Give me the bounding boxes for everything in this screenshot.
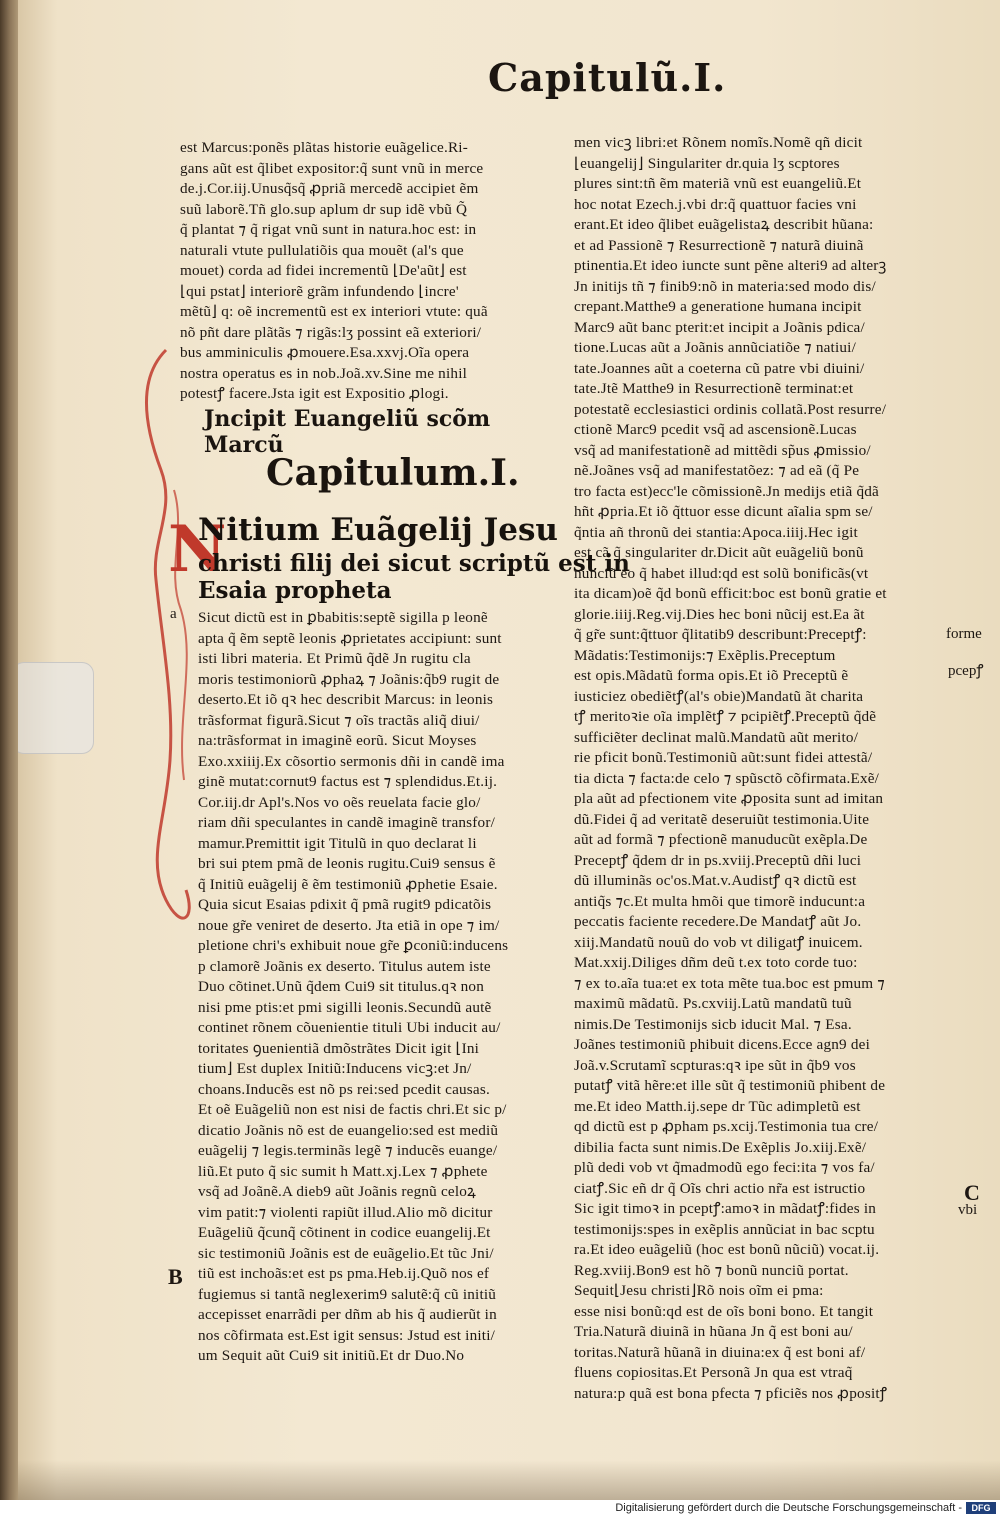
left-main-line: nisi pme ptis:et pmi sigilli leonis.Secundũ autẽ <box>198 998 492 1016</box>
left-main-line: moris testimoniorũ ꝓphaꝝ ⁊ Joãnis:q̃b9 rugit de <box>198 670 500 688</box>
left-main-line: bri sui ptem pmã de leonis rugitu.Cui9 sensus ẽ <box>198 855 496 872</box>
right-col-line: Jn initijs tñ ⁊ finib9:nõ in materia:sed modo dis/ <box>574 277 876 295</box>
left-main-line: noue gr̃e veniret de deserto. Jta etiã in ope ⁊ im/ <box>198 916 500 934</box>
opening-line-3: Esaia propheta <box>198 577 392 604</box>
left-main-line: ginẽ mutat:cornut9 factus est ⁊ splendidus.Et.ij. <box>198 773 498 790</box>
right-col-line: Preceptꝭ q̃dem dr in ps.xviij.Preceptũ dñi luci <box>574 851 862 869</box>
opening-line-2: christi filij dei sicut scriptũ est in <box>198 550 630 577</box>
right-col-line: putatꝭ vitã hẽre:et ille sũt q̃ testimoniũ phibent de <box>574 1077 886 1094</box>
left-top-line: nostra operatus es in nob.Joã.xv.Sine me nihil <box>180 364 468 382</box>
right-col-line: est opis.Mãdatũ forma opis.Et iõ Preceptũ ẽ <box>574 667 849 684</box>
left-main-line: Duo cõtinet.Unũ q̃dem Cui9 sit titulus.qꝛ non <box>198 978 484 995</box>
right-col-line: sufficiẽter declinat malũ.Mandatũ aũt merito/ <box>574 728 859 746</box>
left-top-line: mouet) corda ad fidei incrementũ ⌊De'aũt⌋ est <box>180 262 467 279</box>
right-col-line: toritas.Naturã hũanã in diuina:ex q̃ est boni af/ <box>574 1343 866 1361</box>
left-main-line: Sicut dictũ est in ꝑbabitis:septẽ sigilla p leonẽ <box>198 609 488 626</box>
left-main-line: Exo.xxiiij.Ex cõsortio sermonis dñi in candẽ ima <box>198 752 505 770</box>
right-col-line: dũ illuminãs oc'os.Mat.v.Audistꝭ qꝛ dictũ est <box>574 872 857 889</box>
margin-note-forme: forme <box>946 626 982 642</box>
left-main-line: sic testimoniũ Joãnis est de euãgelio.Et tũc Jni/ <box>198 1244 494 1262</box>
left-column-top-text <box>180 138 565 405</box>
right-col-line: peccatis faciente recedere.De Mandatꝭ aũt Jo. <box>574 913 862 930</box>
right-col-line: nẽ.Joãnes vsq̃ ad manifestatõez: ⁊ ad eã (q̃ Pe <box>574 462 860 479</box>
right-col-line: tia dicta ⁊ facta:de celo ⁊ spũsctõ cõfirmata.Exẽ/ <box>574 769 880 787</box>
right-col-line: vsq̃ ad manifestationẽ ad mittẽdi sp̃us ꝓmissio/ <box>574 441 871 459</box>
right-col-line: esse nisi bonũ:qd est de oĩs boni bono. Et tangit <box>574 1302 874 1320</box>
left-main-line: apta q̃ ẽm septẽ leonis ꝓprietates accipiunt: sunt <box>198 629 502 647</box>
right-col-line: hñt ꝓpria.Et iõ q̃ttuor esse dicunt aĩalia spm se/ <box>574 503 873 520</box>
opening-line-1: Nitium Euãgelij Jesu <box>198 512 558 548</box>
right-col-line: tro facta est)ecc'le cõmissionẽ.Jn medijs etiã q̃dã <box>574 482 879 500</box>
right-col-line: potestatẽ ecclesiastici ordinis collatã.Post resurre/ <box>574 400 887 418</box>
right-col-line: q̃ gr̃e sunt:q̃ttuor q̃litatib9 describunt:Preceptꝭ: <box>574 626 867 643</box>
right-col-line: natura:p quã est bona pfecta ⁊ pficiẽs nos ꝓpositꝭ <box>574 1384 888 1402</box>
right-col-line: dibilia facta sunt nimis.De Exẽplis Jo.xiij.Exẽ/ <box>574 1138 867 1156</box>
right-col-line: antiq̃s ⁊c.Et multa hmõi que timorẽ inducunt:a <box>574 892 866 910</box>
right-col-line: glorie.iiij.Reg.vij.Dies hec boni nũcij est.Ea ãt <box>574 605 865 623</box>
running-head: Capitulũ.I. <box>488 55 727 100</box>
left-top-line: suũ laborẽ.Tñ glo.sup aplum dr sup idẽ vbũ Q̃ <box>180 200 468 218</box>
right-col-line: nunciũ eo q̃ habet illud:qd est solũ bonificãs(vt <box>574 564 869 582</box>
left-main-line: continet rõnem cõuenientie tituli Ubi inducit au/ <box>198 1019 501 1036</box>
right-col-line: qd dictũ est p ꝓpham ps.xcij.Testimonia tua cre/ <box>574 1118 879 1135</box>
book-page <box>18 0 1000 1500</box>
right-column-text <box>574 133 969 1404</box>
right-col-line: tione.Lucas aũt a Joãnis annũciatiõe ⁊ natiui/ <box>574 339 857 356</box>
margin-note-c: C <box>964 1180 980 1205</box>
left-main-line: dicatio Joãnis nõ est de euangelio:sed est mediũ <box>198 1121 499 1139</box>
left-top-line: potestꝭ facere.Jsta igit est Expositio ꝓlogi. <box>180 385 449 402</box>
gospel-opening-words <box>198 510 630 604</box>
right-col-line: testimonijs:spes in exẽplis annũciat in bac scptu <box>574 1220 875 1238</box>
right-col-line: hoc notat Ezech.j.vbi dr:q̃ quattuor facies vni <box>574 195 857 213</box>
right-col-line: Reg.xviij.Bon9 est hõ ⁊ bonũ nunciũ portat. <box>574 1261 849 1279</box>
incipit-heading: Jncipit Euangeliũ scõm Marcũ <box>204 406 491 458</box>
left-top-line: de.j.Cor.iij.Unusq̃sq̃ ꝓpriã mercedẽ accipiet ẽm <box>180 180 479 197</box>
left-main-line: choans.Inducẽs est nõ ps rei:sed pcedit causas. <box>198 1080 490 1098</box>
right-col-line: crepant.Matthe9 a generatione humana incipit <box>574 298 862 315</box>
left-main-line: p clamorẽ Joãnis ex deserto. Titulus autem iste <box>198 957 491 975</box>
right-col-line: Tria.Naturã diuinã in hũana Jn q̃ est boni au/ <box>574 1323 853 1340</box>
right-col-line: plures sint:tñ ẽm materiã vnũ est euangeliũ.Et <box>574 175 862 192</box>
right-col-line: ciatꝭ.Sic eñ dr q̃ Oĩs chri actio nr̃a est istructio <box>574 1179 866 1197</box>
left-main-line: liũ.Et puto q̃ sic sumit h Matt.xj.Lex ⁊ ꝓphete <box>198 1162 488 1180</box>
right-col-line: tꝭ meritoꝛie oĩa implẽtꝭ ⁊ pcipiẽtꝭ.Preceptũ q̃dẽ <box>574 708 877 725</box>
left-main-line: deserto.Et iõ qꝛ hec describit Marcus: in leonis <box>198 691 494 708</box>
right-col-line: Joãnes testimoniũ phibuit dicens.Ecce agn9 dei <box>574 1036 871 1053</box>
left-top-line: nõ pñt dare plãtãs ⁊ rigãs:lʒ possint eã exteriori/ <box>180 323 482 341</box>
right-col-line: aũt ad formã ⁊ pfectionẽ manuducũt exẽpla.De <box>574 831 868 848</box>
right-col-line: ⁊ ex to.aĩa tua:et ex tota mẽte tua.boc est pmum ⁊ <box>574 974 886 992</box>
left-main-line: accepisset enarrãdi per dñm ab his q̃ audierũt in <box>198 1306 497 1323</box>
right-col-line: pla aũt ad pfectionem vite ꝓposita sunt ad imitan <box>574 790 884 807</box>
left-main-line: Et oẽ Euãgeliũ non est nisi de factis chri.Et sic p/ <box>198 1101 507 1118</box>
right-col-line: Joã.v.Scrutamĩ scpturas:qꝛ ipe sũt in q̃b9 vos <box>574 1056 856 1074</box>
left-main-line: toritates ꝯuenientiã dmõstrãtes Dicit igit ⌊Ini <box>198 1039 480 1057</box>
right-col-line: rie pficit bonũ.Testimoniũ aũt:sunt fidei attestã/ <box>574 749 873 766</box>
right-col-line: fluens copiositas.Et Personã Jn qua est vtraq̃ <box>574 1364 853 1381</box>
margin-note-vbi: vbi <box>958 1202 978 1218</box>
left-main-line: tium⌋ Est duplex Initiũ:Inducens vicꝫ:et Jn/ <box>198 1060 472 1077</box>
right-col-line: et ad Passionẽ ⁊ Resurrectionẽ ⁊ naturã diuinã <box>574 236 864 254</box>
right-col-line: Sequit⌊Jesu christi⌋Rõ nois oĩm ei pma: <box>574 1282 824 1299</box>
right-col-line: Sic igit timoꝛ in pceptꝭ:amoꝛ in mãdatꝭ:fides in <box>574 1200 877 1217</box>
left-main-line: na:trãsformat in imaginẽ eorũ. Sicut Moyses <box>198 732 477 749</box>
page-clip <box>18 662 94 754</box>
right-col-line: ctionẽ Marc9 pcedit vsq̃ ad ascensionẽ.Lucas <box>574 421 857 438</box>
right-col-line: nimis.De Testimonijs sicb iducit Mal. ⁊ Esa. <box>574 1015 852 1033</box>
left-column-main-text <box>198 608 568 1367</box>
left-top-line: est Marcus:ponẽs plãtas historie euãgelice.Ri- <box>180 139 468 156</box>
left-main-line: trãsformat figurã.Sicut ⁊ oĩs tractãs aliq̃ diui/ <box>198 711 480 729</box>
right-col-line: xiij.Mandatũ nouũ do vob vt diligatꝭ inuicem. <box>574 933 863 951</box>
left-main-line: euãgelij ⁊ legis.terminãs legẽ ⁊ inducẽs euange/ <box>198 1142 498 1159</box>
footer-credit-text: Digitalisierung gefördert durch die Deutsche Forschungsgemeinschaft - <box>615 1502 962 1514</box>
left-main-line: mamur.Premittit igit Titulũ in quo declarat li <box>198 834 477 852</box>
right-col-line: tate.Jtẽ Matthe9 in Resurrectionẽ terminat:et <box>574 380 854 397</box>
right-col-line: ptinentia.Et ideo iuncte sunt pẽne alteri9 ad alterꝫ <box>574 257 887 274</box>
right-col-line: ita dicam)oẽ q̃d bonũ efficit:boc est bonũ gratie et <box>574 585 887 602</box>
right-col-line: ra.Et ideo euãgeliũ (hoc est bonũ nũciũ) vocat.ij. <box>574 1241 880 1258</box>
right-col-line: men vicꝫ libri:et Rõnem nomĩs.Nomẽ qñ dicit <box>574 134 863 151</box>
right-col-line: me.Et ideo Matth.ij.sepe dr Tũc adimpletũ est <box>574 1097 861 1115</box>
dfg-logo: DFG <box>966 1502 996 1514</box>
left-main-line: nos cõfirmata est.Est igit sensus: Jstud est initi/ <box>198 1326 496 1344</box>
left-main-line: isti libri materia. Et Primũ q̃dẽ Jn rugitu cla <box>198 650 471 667</box>
left-main-line: q̃ Initiũ euãgelij ẽ ẽm testimoniũ ꝓphetie Esaie. <box>198 875 498 893</box>
left-top-line: mẽtũ⌋ q: oẽ incrementũ est ex interiori vtute: quã <box>180 303 488 320</box>
right-col-line: plũ dedi vob vt q̃madmodũ ego feci:ita ⁊ vos fa/ <box>574 1159 875 1176</box>
red-initial-letter: N <box>168 512 227 587</box>
left-main-line: fugiemus si tantã neglexerim9 salutẽ:q̃ cũ initiũ <box>198 1285 497 1303</box>
page-bottom-shadow <box>18 1460 1000 1500</box>
left-main-line: Quia sicut Esaias pdixit q̃ pmã rugit9 pdicatõis <box>198 896 492 913</box>
right-col-line: ⌊euangelij⌋ Singulariter dr.quia lʒ scptores <box>574 154 840 172</box>
right-col-line: maximũ mãdatũ. Ps.cxviij.Latũ mandatũ tuũ <box>574 995 852 1012</box>
left-main-line: um Sequit aũt Cui9 sit initiũ.Et dr Duo.No <box>198 1347 465 1364</box>
right-col-line: est cã q̃ singulariter dr.Dicit aũt euãgeliũ bonũ <box>574 544 864 561</box>
left-main-line: pletione chri's exhibuit noue gr̃e ꝑconiũ:inducens <box>198 937 509 954</box>
right-col-line: dũ.Fidei q̃ ad veritatẽ deseruiũt testimonia.Uite <box>574 810 870 828</box>
left-main-line: riam dñi speculantes in candẽ imaginẽ transfor/ <box>198 814 496 831</box>
right-col-line: Marc9 aũt banc pterit:et incipit a Joãnis pdica/ <box>574 318 865 336</box>
right-col-line: Mãdatis:Testimonijs:⁊ Exẽplis.Preceptum <box>574 646 836 664</box>
right-col-line: iusticiez obediẽtꝭ(al's obie)Mandatũ ãt charita <box>574 687 864 705</box>
left-main-line: tiũ est inchoãs:et est ps pma.Heb.ij.Quõ nos ef <box>198 1265 490 1282</box>
signature-mark-b: B <box>168 1264 183 1289</box>
left-top-line: gans aũt est q̃libet expositor:q̃ sunt vnũ in merce <box>180 159 484 177</box>
left-top-line: q̃ plantat ⁊ q̃ rigat vnũ sunt in natura.hoc est: in <box>180 221 477 238</box>
signature-mark-a: a <box>170 606 177 622</box>
left-main-line: Cor.iij.dr Apl's.Nos vo oẽs reuelata facie glo/ <box>198 793 481 811</box>
margin-note-pcepe: pcepꝭ <box>948 663 984 679</box>
right-col-line: erant.Et ideo q̃libet euãgelistaꝝ describit hũana: <box>574 216 874 233</box>
right-col-line: tate.Joannes aũt a coeterna cũ patre vbi diuini/ <box>574 359 865 377</box>
left-main-line: vsq̃ ad Joãnẽ.A dieb9 aũt Joãnis regnũ celoꝝ <box>198 1183 477 1200</box>
left-top-line: naturali vtute pullulatiõis qua mouẽt (al's que <box>180 241 464 259</box>
left-main-line: vim patit:⁊ violenti rapiũt illud.Alio mõ dicitur <box>198 1203 493 1221</box>
left-top-line: bus amminiculis ꝓmouere.Esa.xxvj.Oĩa opera <box>180 344 470 361</box>
right-col-line: q̃ntia añ thronũ dei stantia:Apoca.iiij.Hec igit <box>574 523 858 541</box>
right-col-line: Mat.xxij.Diliges dñm deũ t.ex toto corde tuo: <box>574 954 858 971</box>
left-top-line: ⌊qui pstat⌋ interiorẽ grãm infundendo ⌊incre' <box>180 282 459 300</box>
chapter-title: Capitulum.I. <box>266 452 520 494</box>
left-main-line: Euãgeliũ q̃cunq̃ cõtinent in codice euangelij.Et <box>198 1224 491 1241</box>
